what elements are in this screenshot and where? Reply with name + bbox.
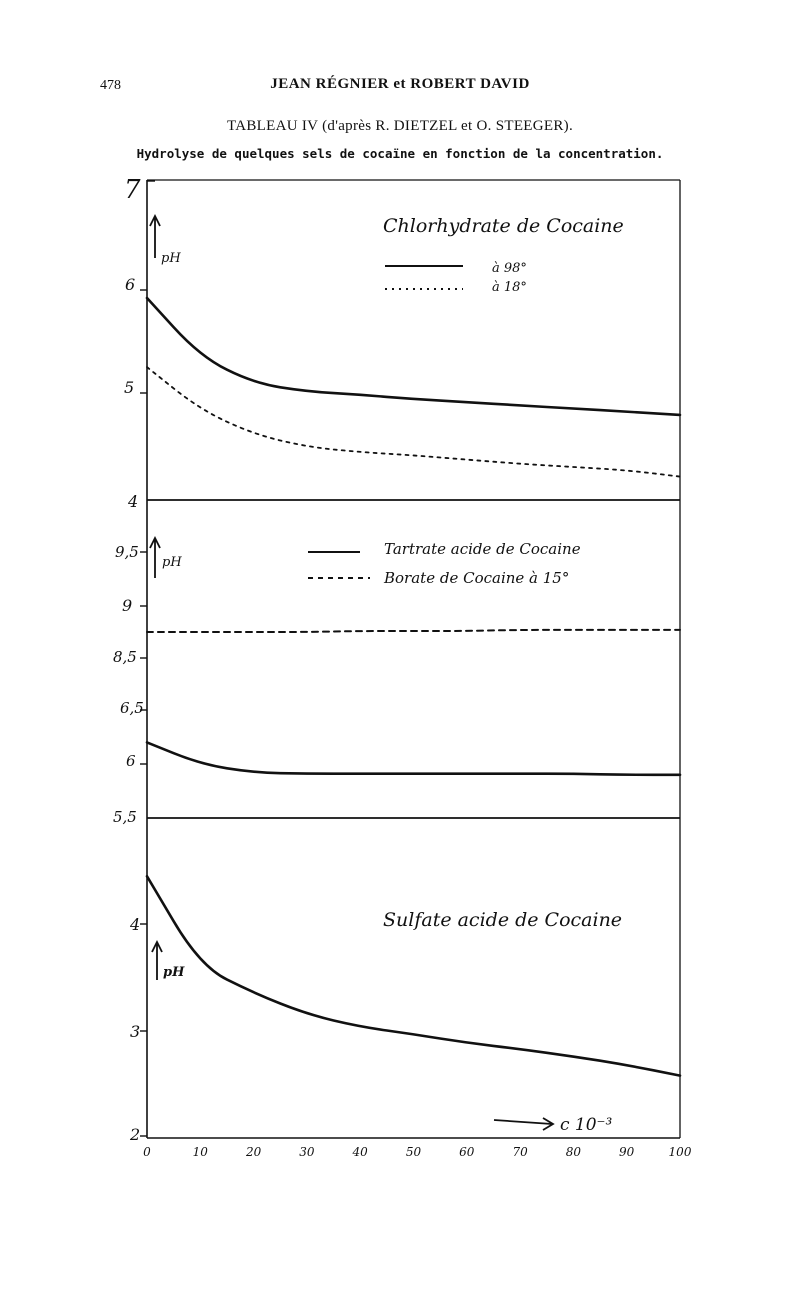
ytick-label-9-5: 9,5: [115, 543, 139, 561]
xtick-label-100: 100: [668, 1145, 692, 1159]
figure-subtitle: Hydrolyse de quelques sels de cocaïne en fonction de la concentration.: [136, 146, 664, 161]
ph-arrow-icon-middle: [150, 538, 160, 578]
legend-label-tartrate: Tartrate acide de Cocaine: [384, 540, 581, 558]
xtick-label-0: 0: [143, 1145, 151, 1159]
page-number: 478: [100, 78, 121, 93]
ph-label-bottom: pH: [163, 965, 185, 980]
ph-label-middle: pH: [162, 555, 182, 570]
legend-label-borate: Borate de Cocaine à 15°: [384, 569, 570, 587]
panel-title-sulfate: Sulfate acide de Cocaine: [383, 909, 623, 931]
ytick-label-9: 9: [122, 596, 133, 615]
ytick-label-4: 4: [128, 492, 139, 511]
ytick-label-5-5: 5,5: [113, 808, 137, 826]
running-head: JEAN RÉGNIER et ROBERT DAVID: [270, 76, 530, 92]
table-caption: TABLEAU IV (d'après R. DIETZEL et O. STEEGER).: [226, 118, 574, 134]
x-arrow-icon: [494, 1118, 553, 1130]
ytick-label-6: 6: [125, 275, 136, 294]
ytick-label-7: 7: [124, 175, 141, 205]
series-line-1-1: [147, 630, 680, 632]
series-line-2-0: [147, 876, 680, 1075]
ytick-label-6-5: 6,5: [120, 699, 144, 717]
xtick-label-40: 40: [352, 1145, 368, 1159]
ytick-label-4b: 4: [130, 915, 141, 934]
xtick-label-60: 60: [459, 1145, 475, 1159]
ytick-label-3: 3: [130, 1022, 141, 1041]
xtick-label-20: 20: [245, 1145, 262, 1159]
data-series: [147, 298, 680, 1076]
ytick-label-5: 5: [124, 378, 135, 397]
ytick-label-2: 2: [130, 1125, 141, 1144]
xtick-label-10: 10: [192, 1145, 208, 1159]
panel-title-chlorhydrate: Chlorhydrate de Cocaine: [383, 215, 624, 237]
xtick-label-50: 50: [405, 1145, 422, 1159]
series-line-1-0: [147, 742, 680, 774]
x-tick-labels: [143, 1145, 692, 1159]
series-line-0-0: [147, 298, 680, 415]
legend-label-18: à 18°: [492, 280, 527, 295]
xtick-label-30: 30: [299, 1145, 315, 1159]
xtick-label-80: 80: [565, 1145, 582, 1159]
ytick-label-6b: 6: [126, 752, 136, 770]
xtick-label-90: 90: [619, 1145, 635, 1159]
ph-arrow-icon-top: [150, 216, 160, 258]
series-line-0-1: [147, 367, 680, 477]
legend-label-98: à 98°: [492, 261, 527, 276]
ph-label-top: pH: [161, 251, 181, 266]
ph-arrow-icon-bottom: [152, 942, 162, 980]
xtick-label-70: 70: [512, 1145, 528, 1159]
x-axis-label: c 10⁻³: [560, 1115, 613, 1135]
ytick-label-8-5: 8,5: [113, 648, 137, 666]
